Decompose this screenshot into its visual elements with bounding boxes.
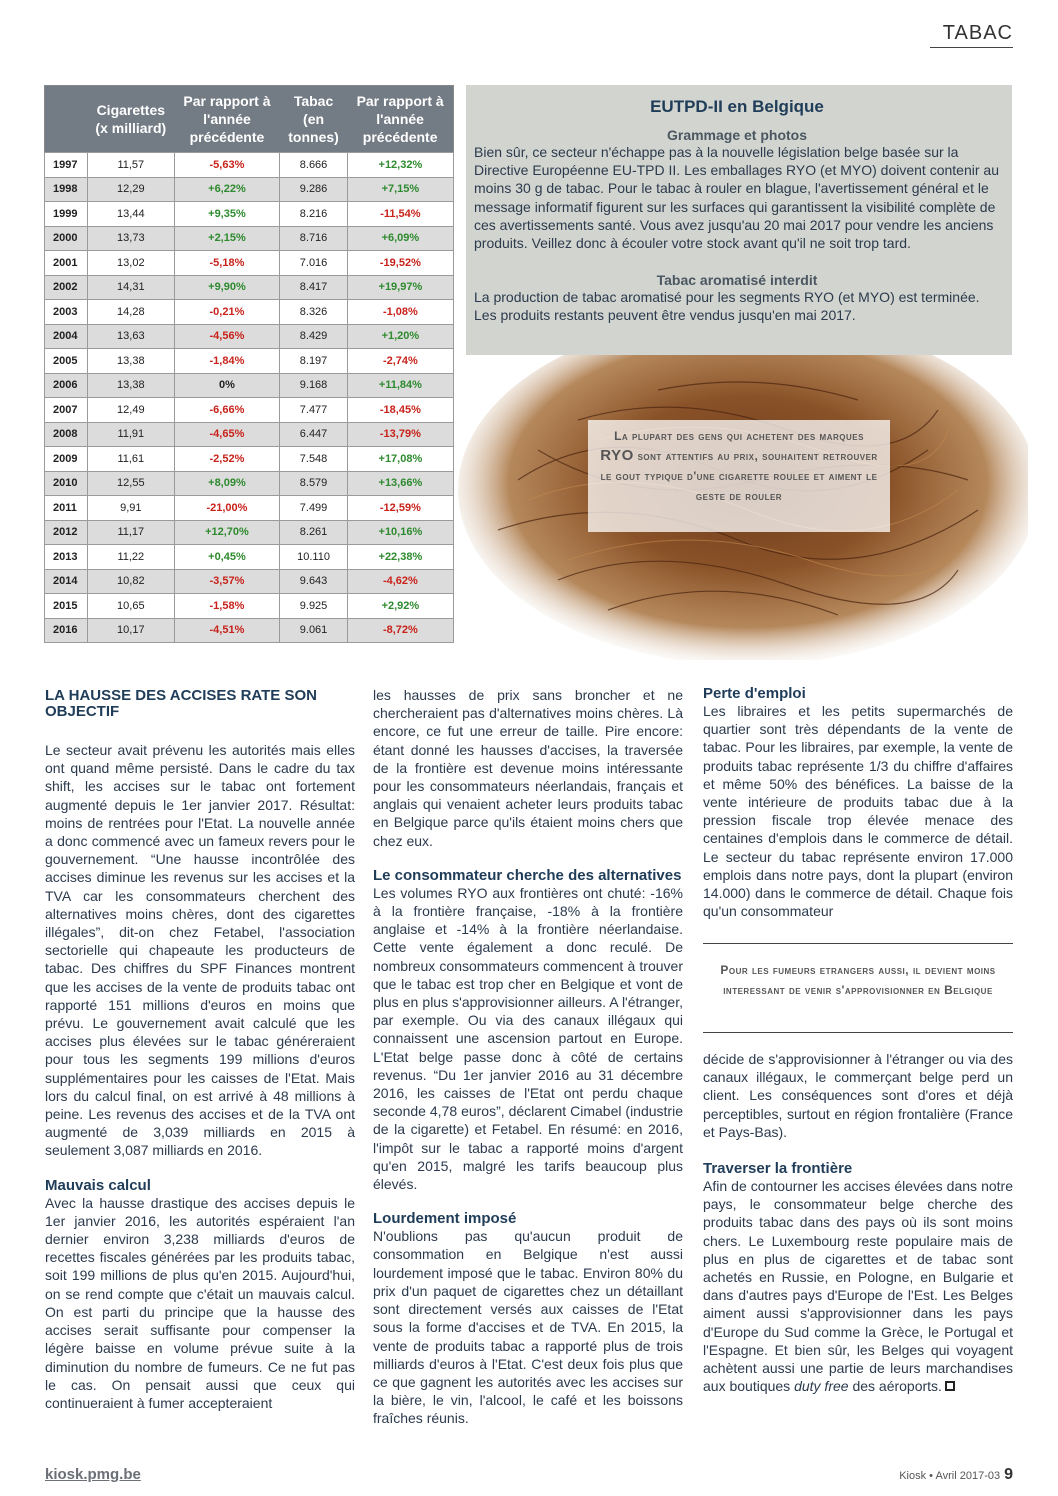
article-column-2: [373, 686, 683, 1428]
table-cell-tab-change: +7,15%: [347, 177, 453, 202]
table-cell-cigarettes: 11,91: [88, 422, 175, 447]
table-cell-tab-change: -4,62%: [347, 569, 453, 594]
section-tag: TABAC: [942, 22, 1013, 44]
table-cell-tab-change: -8,72%: [347, 618, 453, 643]
table-cell-cigarettes: 12,49: [88, 398, 175, 423]
article-paragraph-1: Le secteur avait prévenu les autorités mais elles ont quand même persisté. Dans le cadre du tax shift, les accises sur le tabac ont fortement augmenté depuis le 1er janvier 2017. Résultat: moins de rentrées pour l'Etat. La nouvelle année a donc commencé avec un fameux revers pour le gouvernement. “Une hausse incontrôlée des accises diminue les revenus sur les accises et la TVA car les consommateurs cherchent des alternatives moins chères, dont des cigarettes illégales”, dit-on chez Fetabel, l'association sectorielle qui chapeaute les producteurs de tabac. Des chiffres du SPF Finances montrent que les accises de la vente de produits tabac ont rapporté 151 millions d'euros en moins que prévu. Le gouvernement avait calculé que les accises plus élevées sur le tabac généreraient pour tous les segments 199 millions d'euros supplémentaires pour les caisses de l'Etat. Mais lors du calcul final, on est arrivé à 48 millions à peine. Les revenus des accises et de la TVA ont augmenté de 3,039 milliards en 2015 à seulement 3,087 milliards en 2016.: [45, 742, 355, 1159]
table-cell-year: 2001: [45, 251, 88, 276]
table-header-row: [45, 86, 454, 153]
table-cell-tobacco: 9.925: [280, 594, 347, 619]
table-cell-year: 2006: [45, 373, 88, 398]
table-cell-cig-change: -6,66%: [174, 398, 280, 423]
table-cell-cig-change: -3,57%: [174, 569, 280, 594]
table-cell-cigarettes: 12,55: [88, 471, 175, 496]
pull-quote-1: [588, 420, 890, 532]
table-header-tab-change: Par rapport à l'année précédente: [347, 86, 453, 153]
table-cell-tobacco: 9.168: [280, 373, 347, 398]
footer-issue: [899, 1466, 1013, 1484]
table-cell-cig-change: +9,35%: [174, 202, 280, 227]
table-row: [45, 226, 454, 251]
table-cell-tab-change: +2,92%: [347, 594, 453, 619]
table-row: [45, 545, 454, 570]
table-row: [45, 471, 454, 496]
table-cell-year: 1997: [45, 153, 88, 178]
table-row: [45, 447, 454, 472]
table-cell-cigarettes: 11,57: [88, 153, 175, 178]
table-cell-year: 2010: [45, 471, 88, 496]
table-cell-cig-change: 0%: [174, 373, 280, 398]
article-column-1: [45, 688, 355, 1412]
table-header-year: [45, 86, 88, 153]
table-cell-tobacco: 8.326: [280, 300, 347, 325]
table-cell-tab-change: -11,54%: [347, 202, 453, 227]
table-cell-cigarettes: 11,22: [88, 545, 175, 570]
table-cell-tobacco: 10.110: [280, 545, 347, 570]
sidebar-paragraph-1: Bien sûr, ce secteur n'échappe pas à la nouvelle législation belge basée sur la Directive Européenne EU-TPD II. Les emballages RYO (et MYO) doivent contenir au moins 30 g de tabac. Pour le tabac à rouler en blague, l'avertissement général et le message informatif figurent sur les surfaces qui garantissent la visibilité complète de ces avertissements santé. Vous avez jusqu'au 20 mai 2017 pour vendre les anciens produits. Veillez donc à écouler votre stock avant qu'il ne soit trop tard.: [474, 144, 999, 252]
table-cell-cig-change: -5,18%: [174, 251, 280, 276]
table-cell-cigarettes: 13,02: [88, 251, 175, 276]
table-cell-cig-change: -21,00%: [174, 496, 280, 521]
table-cell-cigarettes: 11,61: [88, 447, 175, 472]
article-paragraph-8-text: Afin de contourner les accises élevées dans notre pays, le consommateur belge cherche des produits tabac dans des pays où ils sont moins chers. Le Luxembourg reste populaire mais de plus en plus de cigarettes et de tabac sont achetés en Russie, en Pologne, en Bulgarie et dans d'autres pays d'Europe de l'Est. Les Belges aiment aussi s'approvisionner dans les pays d'Europe du Sud comme la Grèce, le Portugal et l'Espagne. Et bien sûr, les Belges qui voyagent achètent aussi une partie de leurs marchandises aux boutiques: [703, 1178, 1013, 1395]
article-paragraph-5: N'oublions pas qu'aucun produit de consommation en Belgique n'est aussi lourdement imposé que le tabac. Environ 80% du prix d'un paquet de cigarettes chez un détaillant sont directement versés aux caisses de l'Etat sous la forme d'accises et de TVA. En 2015, la vente de produits tabac a rapporté plus de trois milliards d'euros à l'Etat. C'est deux fois plus que ce que gagnent les autorités avec les accises sur la bière, le vin, l'alcool, le café et les boissons fraîches réunis.: [373, 1228, 683, 1427]
table-cell-tab-change: +19,97%: [347, 275, 453, 300]
table-cell-cigarettes: 10,82: [88, 569, 175, 594]
table-row: [45, 520, 454, 545]
table-cell-tab-change: -18,45%: [347, 398, 453, 423]
table-cell-cig-change: -4,51%: [174, 618, 280, 643]
table-cell-tab-change: +13,66%: [347, 471, 453, 496]
table-cell-tab-change: +6,09%: [347, 226, 453, 251]
table-cell-year: 2016: [45, 618, 88, 643]
sidebar-subheading-2: Tabac aromatisé interdit: [656, 272, 818, 289]
table-cell-cig-change: -1,58%: [174, 594, 280, 619]
table-cell-cig-change: +2,15%: [174, 226, 280, 251]
table-cell-tobacco: 7.499: [280, 496, 347, 521]
table-cell-year: 2007: [45, 398, 88, 423]
table-cell-tab-change: -12,59%: [347, 496, 453, 521]
table-cell-year: 2013: [45, 545, 88, 570]
table-cell-year: 2011: [45, 496, 88, 521]
end-mark-icon: [945, 1381, 955, 1391]
pull-quote-2-bottom-rule: [703, 1032, 1013, 1033]
duty-free-text: duty free: [794, 1378, 849, 1395]
table-cell-cig-change: +12,70%: [174, 520, 280, 545]
table-row: [45, 275, 454, 300]
subheading-lourdement-impose: Lourdement imposé: [373, 1210, 517, 1228]
subheading-traverser-frontiere: Traverser la frontière: [703, 1160, 853, 1178]
sidebar-paragraph-2: La production de tabac aromatisé pour les segments RYO (et MYO) est terminée. Les produits restants peuvent être vendus jusqu'en mai 2017.: [474, 289, 980, 324]
table-cell-tobacco: 8.417: [280, 275, 347, 300]
table-row: [45, 300, 454, 325]
table-cell-tab-change: +1,20%: [347, 324, 453, 349]
table-cell-cig-change: -1,84%: [174, 349, 280, 374]
table-cell-tobacco: 9.286: [280, 177, 347, 202]
table-row: [45, 422, 454, 447]
table-cell-tobacco: 8.216: [280, 202, 347, 227]
article-paragraph-8-end: des aéroports.: [852, 1378, 942, 1395]
table-cell-tab-change: -1,08%: [347, 300, 453, 325]
table-cell-cigarettes: 13,38: [88, 349, 175, 374]
table-cell-year: 2015: [45, 594, 88, 619]
table-cell-tab-change: +10,16%: [347, 520, 453, 545]
table-cell-cigarettes: 9,91: [88, 496, 175, 521]
table-cell-cigarettes: 14,31: [88, 275, 175, 300]
table-row: [45, 324, 454, 349]
article-paragraph-2: Avec la hausse drastique des accises depuis le 1er janvier 2016, les autorités espéraient l'an dernier environ 3,238 milliards d'euros de recettes fiscales générées par les produits tabac, soit 199 millions de plus qu'en 2015. Aujourd'hui, on se rend compte que c'était un mauvais calcul. On est parti du principe que la hausse des accises serait suffisante pour compenser la légère baisse en volume prévue suite à la diminution du nombre de fumeurs. Ce ne fut pas le cas. On pensait aussi que ceux qui continueraient à fumer accepteraient: [45, 1194, 355, 1411]
table-row: [45, 251, 454, 276]
table-cell-tab-change: -19,52%: [347, 251, 453, 276]
table-cell-cig-change: -5,63%: [174, 153, 280, 178]
table-row: [45, 569, 454, 594]
table-cell-tobacco: 9.643: [280, 569, 347, 594]
article-title: LA HAUSSE DES ACCISES RATE SON OBJECTIF: [45, 687, 317, 720]
table-cell-tab-change: +12,32%: [347, 153, 453, 178]
table-row: [45, 496, 454, 521]
table-cell-tobacco: 9.061: [280, 618, 347, 643]
table-cell-tobacco: 8.429: [280, 324, 347, 349]
table-body: [45, 153, 454, 643]
table-cell-year: 1999: [45, 202, 88, 227]
pull-quote-1-part1: La plupart des gens qui achetent des marques: [614, 429, 864, 443]
table-cell-year: 2008: [45, 422, 88, 447]
footer-site-link[interactable]: kiosk.pmg.be: [45, 1466, 141, 1483]
table-cell-cig-change: +8,09%: [174, 471, 280, 496]
table-cell-cig-change: +0,45%: [174, 545, 280, 570]
pull-quote-1-part2: sont attentifs au prix, souhaitent retrouver le gout typique d'une cigarette roulee et aiment le geste de rouler: [600, 449, 878, 503]
table-cell-tobacco: 7.016: [280, 251, 347, 276]
table-cell-year: 2003: [45, 300, 88, 325]
table-header-cig-change: Par rapport à l'année précédente: [174, 86, 280, 153]
pull-quote-1-highlight: RYO: [600, 447, 634, 464]
table-cell-year: 1998: [45, 177, 88, 202]
table-row: [45, 398, 454, 423]
table-cell-tobacco: 8.716: [280, 226, 347, 251]
table-cell-cig-change: +9,90%: [174, 275, 280, 300]
table-cell-cigarettes: 10,17: [88, 618, 175, 643]
table-row: [45, 349, 454, 374]
article-paragraph-3: les hausses de prix sans broncher et ne chercheraient pas d'alternatives moins chères. Là encore, ce fut une erreur de taille. Pire encore: étant donné les hausses d'accises, la traversée de la frontière est devenue moins intéressante pour les consommateurs néerlandais, français et anglais qui venaient acheter leurs produits tabac en Belgique parce qu'ils étaient moins chers que chez eux.: [373, 687, 683, 849]
table-cell-tab-change: +11,84%: [347, 373, 453, 398]
sidebar-subheading-1: Grammage et photos: [666, 127, 808, 143]
table-cell-tobacco: 7.548: [280, 447, 347, 472]
subheading-perte-emploi: Perte d'emploi: [703, 685, 806, 702]
table-row: [45, 153, 454, 178]
table-cell-tobacco: 8.261: [280, 520, 347, 545]
article-paragraph-7: décide de s'approvisionner à l'étranger ou via des canaux illégaux, le commerçant belge perd un client. Les conséquences sont d'ores et déjà perceptibles, surtout en région frontalière (France et Pays-Bas).: [703, 1051, 1013, 1140]
table-cell-year: 2014: [45, 569, 88, 594]
footer-issue-text: Kiosk • Avril 2017-03: [899, 1470, 1001, 1482]
table-row: [45, 373, 454, 398]
article-paragraph-8: [703, 1177, 1013, 1395]
table-row: [45, 202, 454, 227]
table-cell-tab-change: -2,74%: [347, 349, 453, 374]
page-number: 9: [1004, 1466, 1013, 1483]
pull-quote-2-top-rule: [703, 943, 1013, 944]
table-cell-year: 2005: [45, 349, 88, 374]
table-cell-year: 2004: [45, 324, 88, 349]
table-cell-cig-change: -0,21%: [174, 300, 280, 325]
sidebar-box: [466, 85, 1012, 355]
table-cell-cigarettes: 12,29: [88, 177, 175, 202]
table-cell-cigarettes: 14,28: [88, 300, 175, 325]
table-row: [45, 618, 454, 643]
table-cell-tobacco: 8.579: [280, 471, 347, 496]
article-paragraph-4: Les volumes RYO aux frontières ont chuté: -16% à la frontière française, -18% à la frontière anglaise et -14% à la frontière néerlandaise. Cette vente également a donc reculé. De nombreux consommateurs commencent à trouver que le tabac est trop cher en Belgique et vont de plus en plus s'approvisionner ailleurs. A l'étranger, par exemple. Ou via des canaux illégaux qui connaissent une ascension partout en Europe. L'Etat belge passe donc à côté de certains revenus. “Du 1er janvier 2016 au 31 décembre 2016, les caisses de l'Etat ont perdu chaque seconde 4,78 euros”, déclarent Cimabel (industrie de la cigarette) et Fetabel. En résumé: en 2016, l'impôt sur le tabac a rapporté moins d'argent qu'en 2015, malgré les tarifs beaucoup plus élevés.: [373, 884, 683, 1193]
table-cell-cigarettes: 10,65: [88, 594, 175, 619]
table-cell-cigarettes: 13,44: [88, 202, 175, 227]
table-cell-tobacco: 8.666: [280, 153, 347, 178]
table-row: [45, 177, 454, 202]
sidebar-title: EUTPD-II en Belgique: [650, 97, 824, 116]
article-paragraph-6: Les libraires et les petits supermarchés de quartier sont très dépendants de la vente de tabac. Pour les libraires, par exemple, la vente de produits tabac représente 1/3 du chiffre d'affaires et même 50% des bénéfices. La baisse de la vente intérieure de produits tabac due à la pression fiscale trop élevée menace des centaines d'emplois dans le commerce de détail. Le secteur du tabac représente environ 17.000 emplois dans notre pays, dont la plupart (environ 14.000) dans le commerce de détail. Chaque fois qu'un consommateur: [703, 703, 1013, 920]
table-header-tobacco: Tabac (en tonnes): [280, 86, 347, 153]
table-cell-tab-change: -13,79%: [347, 422, 453, 447]
subheading-mauvais-calcul: Mauvais calcul: [45, 1176, 151, 1194]
pull-quote-2: Pour les fumeurs etrangers aussi, il devient moins interessant de venir s'approvisionner en Belgique: [720, 963, 996, 997]
table-cell-cig-change: -2,52%: [174, 447, 280, 472]
table-header-cigarettes: Cigarettes (x milliard): [88, 86, 175, 153]
table-cell-cigarettes: 13,73: [88, 226, 175, 251]
table-cell-tab-change: +17,08%: [347, 447, 453, 472]
table-cell-cigarettes: 13,38: [88, 373, 175, 398]
subheading-consommateur: Le consommateur cherche des alternatives: [373, 866, 682, 884]
table-cell-tab-change: +22,38%: [347, 545, 453, 570]
table-cell-cigarettes: 13,63: [88, 324, 175, 349]
section-rule: [930, 47, 1013, 48]
table-cell-cigarettes: 11,17: [88, 520, 175, 545]
table-cell-cig-change: -4,56%: [174, 324, 280, 349]
table-cell-cig-change: +6,22%: [174, 177, 280, 202]
table-cell-cig-change: -4,65%: [174, 422, 280, 447]
table-cell-tobacco: 6.447: [280, 422, 347, 447]
table-cell-year: 2012: [45, 520, 88, 545]
table-cell-tobacco: 8.197: [280, 349, 347, 374]
table-cell-year: 2009: [45, 447, 88, 472]
table-cell-year: 2000: [45, 226, 88, 251]
table-row: [45, 594, 454, 619]
article-column-3: [703, 686, 1013, 920]
table-cell-tobacco: 7.477: [280, 398, 347, 423]
table-cell-year: 2002: [45, 275, 88, 300]
article-column-3-continued: [703, 1050, 1013, 1395]
statistics-table: [44, 85, 454, 643]
